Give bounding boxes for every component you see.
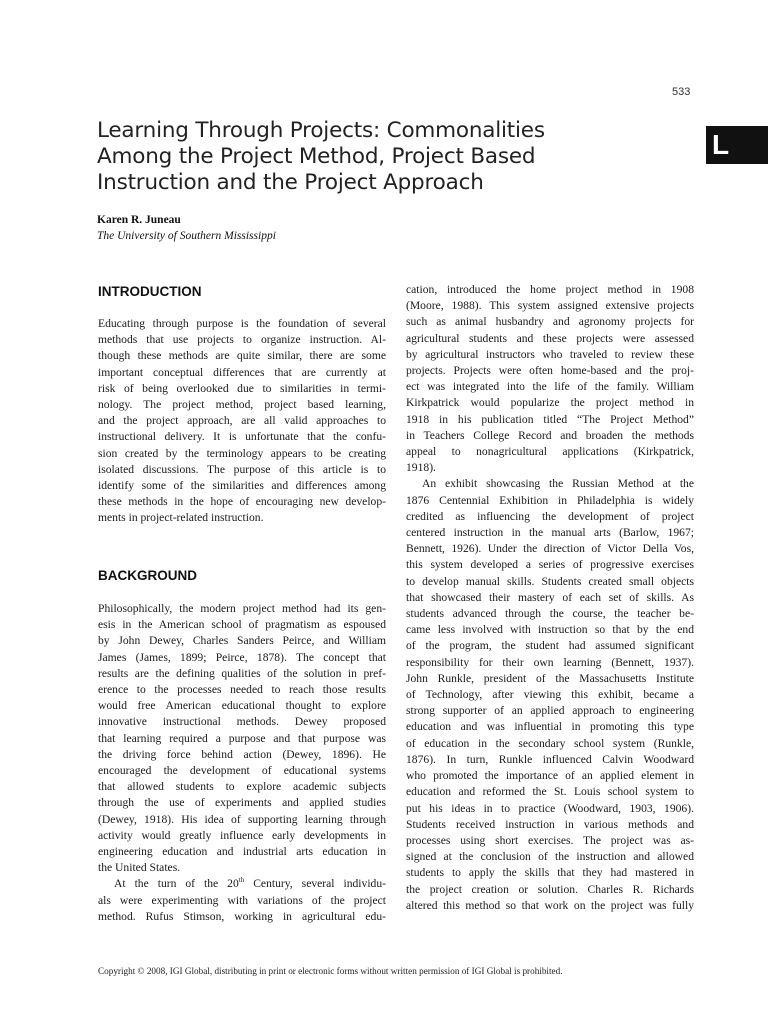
text-line: the United States. xyxy=(98,861,181,875)
text-line: of education in the secondary school system (Runkle, xyxy=(406,736,694,750)
text-line: though these methods are quite similar, there are some xyxy=(98,349,386,363)
page-number: 533 xyxy=(672,86,691,98)
text-line: activity would greatly influence early developments in xyxy=(98,828,386,842)
text-line: encouraged the development of educational systems xyxy=(98,764,386,778)
background-heading: BACKGROUND xyxy=(98,568,197,583)
text-line: of the program, the student had assumed significant xyxy=(406,639,694,653)
text-line: in Teachers College Record and broaden the methods xyxy=(406,428,694,442)
text-line: such as animal husbandry and agronomy projects for xyxy=(406,315,694,329)
text-line: Philosophically, the modern project method had its gen- xyxy=(98,602,386,615)
ordinal-superscript: th xyxy=(238,876,245,885)
text-line: esis in the American school of pragmatism as espoused xyxy=(98,618,386,632)
introduction-heading: INTRODUCTION xyxy=(98,284,202,299)
text-line: (Dewey, 1918). His idea of supporting learning through xyxy=(98,812,386,826)
text-line: put his ideas in to practice (Woodward, 1903, 1906). xyxy=(406,801,694,815)
text-line: students to apply the skills that they had mastered in xyxy=(406,866,694,880)
text-line: projects. Projects were often home-based and the proj- xyxy=(406,364,694,378)
text-line: 1918 in his publication titled “The Project Method” xyxy=(406,412,694,426)
text-line: important conceptual differences that are currently at xyxy=(98,365,386,379)
text-line: als were experimenting with variations of the project xyxy=(98,893,386,907)
text-line: centered instruction in the manual arts (Barlow, 1967; xyxy=(406,526,694,540)
text-line: who promoted the importance of an applied element in xyxy=(406,769,694,783)
article-title xyxy=(97,118,677,196)
text-line: strong supporter of an applied approach to engineering xyxy=(406,704,694,718)
author-name: Karen R. Juneau xyxy=(97,214,181,226)
text-line: method. Rufus Stimson, working in agricultural edu- xyxy=(98,909,386,923)
text-line: engineering education and industrial arts education in xyxy=(98,845,386,859)
text-line: ect was integrated into the life of the family. William xyxy=(406,380,694,394)
background-text xyxy=(98,601,386,925)
text-line: these methods in the hope of encouraging new develop- xyxy=(98,495,386,509)
text-line: came less involved with instruction so that by the end xyxy=(406,623,694,637)
text-line: isolated discussions. The purpose of this article is to xyxy=(98,462,386,476)
text-line: results are the defining qualities of the solution in pref- xyxy=(98,666,386,680)
text-line: instructional delivery. It is unfortunate that the confu- xyxy=(98,430,386,444)
text-line: 1876). In turn, Runkle influenced Calvin Woodward xyxy=(406,752,694,766)
text-line: methods that use projects to organize instruction. Al- xyxy=(98,333,386,347)
text-line: Students received instruction in various methods and xyxy=(406,817,694,831)
text-line: would free American educational thought to explore xyxy=(98,699,386,713)
text-line: through the use of experiments and applied studies xyxy=(98,796,386,810)
text-line: 1918). xyxy=(406,461,436,475)
author-affiliation: The University of Southern Mississippi xyxy=(97,230,276,242)
section-letter-tab: L xyxy=(706,126,768,164)
text-line: erence to the processes needed to reach those results xyxy=(98,683,386,697)
text-line: processes using short exercises. The project was as- xyxy=(406,833,694,847)
text-line: 1876 Centennial Exhibition in Philadelphia is widely xyxy=(406,493,694,507)
copyright-footer: Copyright © 2008, IGI Global, distributing in print or electronic forms without written permission of IGI Global is prohibited. xyxy=(98,966,563,976)
title-line: Instruction and the Project Approach xyxy=(97,170,484,195)
text-line: the driving force behind action (Dewey, 1896). He xyxy=(98,747,386,761)
text-line: appeal to nonagricultural applications (Kirkpatrick, xyxy=(406,445,694,459)
title-line: Among the Project Method, Project Based xyxy=(97,144,536,169)
text-line: education and reformed the St. Louis school system to xyxy=(406,785,694,799)
text-line: by agricultural instructors who traveled to review these xyxy=(406,347,694,361)
text-line: (Moore, 1988). This system assigned extensive projects xyxy=(406,299,694,313)
text-line: students advanced through the course, the teacher be- xyxy=(406,607,694,621)
text-line: and the project approach, are all valid approaches to xyxy=(98,414,386,428)
text-line: of Technology, after viewing this exhibit, became a xyxy=(406,688,694,702)
text-line: Bennett, 1926). Under the direction of Victor Della Vos, xyxy=(406,542,694,556)
text-line: Educating through purpose is the foundation of several xyxy=(98,317,386,330)
text-line: agricultural students and these projects were assessed xyxy=(406,331,694,345)
right-column-text xyxy=(406,282,694,914)
introduction-text xyxy=(98,316,386,527)
text-line: identify some of the similarities and differences among xyxy=(98,479,386,493)
text-run: Century, several individu- xyxy=(244,877,386,891)
text-line: Kirkpatrick would popularize the project method in xyxy=(406,396,694,410)
text-line: signed at the conclusion of the instruction and allowed xyxy=(406,850,694,864)
text-line: responsibility for their own learning (Bennett, 1937). xyxy=(406,655,694,669)
text-line: to develop manual skills. Students created small objects xyxy=(406,574,694,588)
text-line: this system developed a series of progressive exercises xyxy=(406,558,694,572)
text-line: An exhibit showcasing the Russian Method at the xyxy=(422,477,694,491)
text-line: that showcased their mastery of each set of skills. As xyxy=(406,590,694,604)
text-line: altered this method so that work on the project was fully xyxy=(406,898,694,912)
text-line: ments in project-related instruction. xyxy=(98,511,264,525)
text-line: that learning required a purpose and that purpose was xyxy=(98,731,386,745)
text-line: innovative instructional methods. Dewey proposed xyxy=(98,715,386,729)
text-line: cation, introduced the home project method in 1908 xyxy=(406,283,694,296)
text-line: James (James, 1899; Peirce, 1878). The concept that xyxy=(98,650,386,664)
title-line: Learning Through Projects: Commonalities xyxy=(97,118,545,143)
text-run: At the turn of the 20 xyxy=(114,877,239,891)
text-line xyxy=(98,876,386,892)
text-line: risk of being overlooked due to similarities in termi- xyxy=(98,381,386,395)
text-line: sion created by the terminology appears to be creating xyxy=(98,446,386,460)
text-line: by John Dewey, Charles Sanders Peirce, and William xyxy=(98,634,386,648)
text-line: credited as influencing the development of project xyxy=(406,509,694,523)
text-line: education and was influential in promoting this type xyxy=(406,720,694,734)
text-line: that allowed students to explore academic subjects xyxy=(98,780,386,794)
text-line: John Runkle, president of the Massachusetts Institute xyxy=(406,671,694,685)
text-line: nology. The project method, project based learning, xyxy=(98,398,386,412)
text-line: the project creation or solution. Charles R. Richards xyxy=(406,882,694,896)
